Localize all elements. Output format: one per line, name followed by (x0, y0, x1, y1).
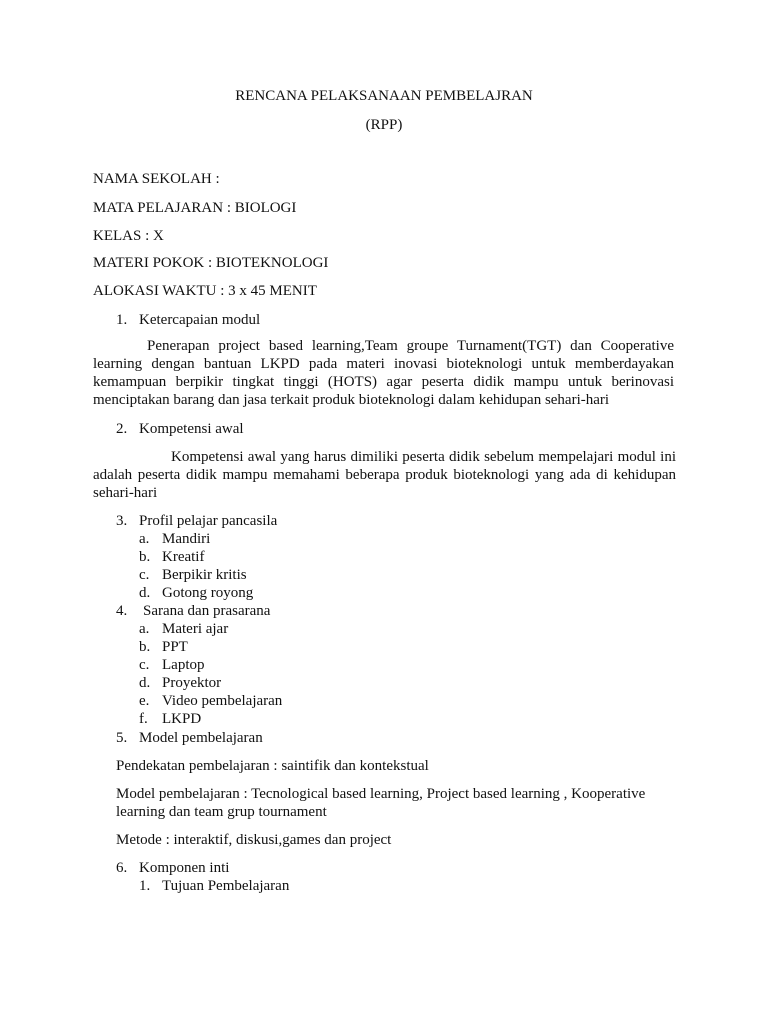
document-subtitle: (RPP) (365, 117, 403, 133)
topic-field: MATERI POKOK : BIOTEKNOLOGI (93, 255, 329, 271)
model-line: Model pembelajaran : Tecnological based learning, Project based learning , Kooperative (116, 786, 646, 802)
model-line-continued: learning dan team grup tournament (116, 804, 327, 820)
list-item: PPT (162, 639, 188, 655)
section-number: 6. (116, 860, 128, 876)
section-heading: Profil pelajar pancasila (139, 513, 278, 529)
section-paragraph (93, 448, 676, 502)
section-paragraph (93, 337, 674, 409)
sub-item-heading: Tujuan Pembelajaran (162, 878, 290, 894)
subject-field: MATA PELAJARAN : BIOLOGI (93, 200, 297, 216)
list-item-letter: d. (139, 675, 151, 691)
time-allocation-field: ALOKASI WAKTU : 3 x 45 MENIT (93, 283, 317, 299)
section-number: 5. (116, 730, 128, 746)
list-item-letter: a. (139, 531, 150, 547)
method-line: Metode : interaktif, diskusi,games dan project (116, 832, 392, 848)
document-title: RENCANA PELAKSANAAN PEMBELAJRAN (235, 88, 533, 104)
list-item-letter: c. (139, 567, 150, 583)
list-item: Kreatif (162, 549, 205, 565)
section-heading: Kompetensi awal (139, 421, 244, 437)
section-number: 4. (116, 603, 128, 619)
list-item: Mandiri (162, 531, 211, 547)
section-paragraph-text: Kompetensi awal yang harus dimiliki peserta didik sebelum mempelajari modul ini adalah peserta didik mampu memahami beberapa produk bioteknologi yang ada di kehidupan sehari-hari (93, 449, 676, 501)
list-item: Materi ajar (162, 621, 229, 637)
approach-line: Pendekatan pembelajaran : saintifik dan kontekstual (116, 758, 429, 774)
section-number: 1. (116, 312, 128, 328)
list-item: LKPD (162, 711, 202, 727)
list-item: Laptop (162, 657, 205, 673)
list-item-letter: e. (139, 693, 150, 709)
section-paragraph-text: Penerapan project based learning,Team groupe Turnament(TGT) dan Cooperative learning dengan bantuan LKPD pada materi inovasi bioteknologi untuk memberdayakan kemampuan berpikir tingkat tinggi (HOTS) agar peserta didik mampu untuk berinovasi menciptakan barang dan jasa terkait produk bioteknologi dalam kehidupan sehari-hari (93, 338, 674, 408)
section-heading: Sarana dan prasarana (143, 603, 271, 619)
list-item: Gotong royong (162, 585, 254, 601)
list-item-letter: d. (139, 585, 151, 601)
list-item: Proyektor (162, 675, 222, 691)
list-item-letter: b. (139, 639, 151, 655)
section-heading: Model pembelajaran (139, 730, 263, 746)
list-item-letter: a. (139, 621, 150, 637)
school-name-field: NAMA SEKOLAH : (93, 171, 220, 187)
list-item-letter: f. (139, 711, 148, 727)
section-heading: Ketercapaian modul (139, 312, 261, 328)
list-item-letter: c. (139, 657, 150, 673)
section-heading: Komponen inti (139, 860, 230, 876)
sub-item-number: 1. (139, 878, 151, 894)
section-number: 2. (116, 421, 128, 437)
list-item: Berpikir kritis (162, 567, 247, 583)
class-field: KELAS : X (93, 228, 164, 244)
list-item-letter: b. (139, 549, 151, 565)
list-item: Video pembelajaran (162, 693, 283, 709)
section-number: 3. (116, 513, 128, 529)
